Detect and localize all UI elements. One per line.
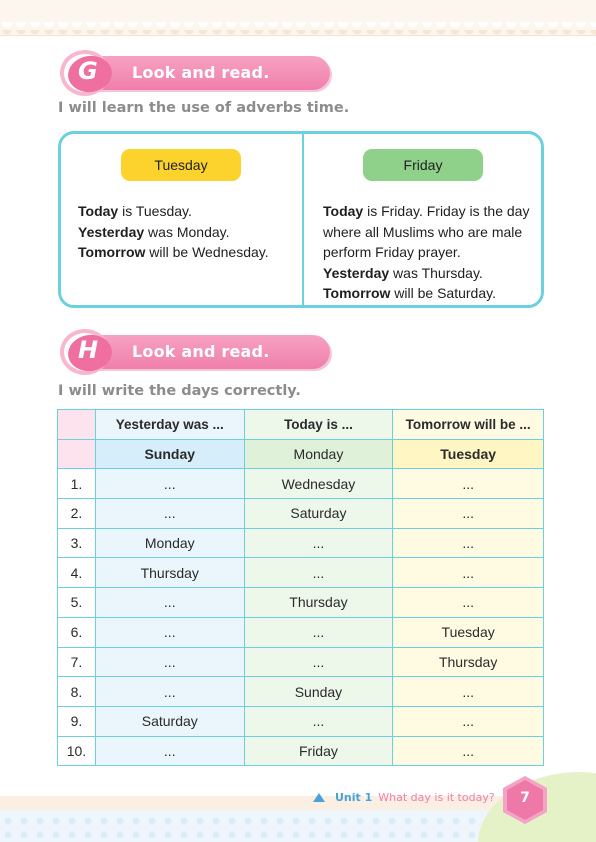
tomorrow-cell: ... [393, 499, 544, 529]
today-cell: Thursday [244, 588, 393, 618]
tomorrow-cell: ... [393, 558, 544, 588]
tomorrow-cell: Tuesday [393, 617, 544, 647]
table-row [58, 499, 544, 529]
table-row [58, 706, 544, 736]
tomorrow-cell: ... [393, 469, 544, 499]
section-g-header [60, 54, 332, 94]
example-row [58, 439, 544, 469]
sentence-line: Today is Tuesday. [78, 203, 192, 219]
sentence-line: Yesterday was Thursday. [323, 264, 483, 281]
tomorrow-cell: ... [393, 677, 544, 707]
section-title: Look and read. [132, 342, 270, 361]
today-cell: ... [244, 706, 393, 736]
today-cell: ... [244, 558, 393, 588]
section-letter: G [78, 57, 98, 85]
adverbs-example-box [58, 131, 544, 308]
example-yesterday: Sunday [95, 439, 244, 469]
footer [313, 791, 495, 804]
friday-sentences [323, 201, 543, 304]
today-cell: Saturday [244, 499, 393, 529]
scallop-border [0, 30, 596, 38]
table-row [58, 588, 544, 618]
table-row [58, 528, 544, 558]
page-number: 7 [520, 790, 530, 806]
box-divider [302, 134, 304, 305]
yesterday-cell: ... [95, 499, 244, 529]
tomorrow-cell: ... [393, 706, 544, 736]
triangle-icon [313, 793, 325, 802]
yesterday-cell: ... [95, 588, 244, 618]
sentence-line: Today is Friday. Friday is the day [323, 203, 530, 219]
sentence-line: perform Friday prayer. [323, 244, 461, 260]
footer-topic: What day is it today? [378, 791, 495, 804]
row-number: 10. [58, 736, 96, 766]
friday-label: Friday [363, 149, 483, 181]
today-cell: Friday [244, 736, 393, 766]
yesterday-cell: ... [95, 617, 244, 647]
sentence-line: Yesterday was Monday. [78, 223, 230, 240]
yesterday-cell: ... [95, 736, 244, 766]
header-today: Today is ... [244, 410, 393, 440]
header-yesterday: Yesterday was ... [95, 410, 244, 440]
today-cell: ... [244, 647, 393, 677]
table-row [58, 558, 544, 588]
tomorrow-cell: Thursday [393, 647, 544, 677]
header-tomorrow: Tomorrow will be ... [393, 410, 544, 440]
today-cell: Sunday [244, 677, 393, 707]
section-h-header [60, 333, 332, 373]
days-table [57, 409, 544, 766]
tuesday-label: Tuesday [121, 149, 241, 181]
row-number: 4. [58, 558, 96, 588]
yesterday-cell: Thursday [95, 558, 244, 588]
example-tomorrow: Tuesday [393, 439, 544, 469]
section-title: Look and read. [132, 63, 270, 82]
example-num-cell [58, 439, 96, 469]
table-row [58, 617, 544, 647]
table-row [58, 736, 544, 766]
sentence-line: Tomorrow will be Wednesday. [78, 244, 269, 260]
row-number: 9. [58, 706, 96, 736]
table-row [58, 647, 544, 677]
table-row [58, 677, 544, 707]
row-number: 6. [58, 617, 96, 647]
row-number: 2. [58, 499, 96, 529]
section-letter: H [78, 336, 99, 364]
tomorrow-cell: ... [393, 528, 544, 558]
table-header-row [58, 410, 544, 440]
example-today: Monday [244, 439, 393, 469]
section-g-instruction: I will learn the use of adverbs time. [58, 100, 350, 116]
tomorrow-cell: ... [393, 588, 544, 618]
top-decorative-band [0, 0, 596, 36]
table-row [58, 469, 544, 499]
today-cell: ... [244, 528, 393, 558]
row-number: 7. [58, 647, 96, 677]
today-cell: ... [244, 617, 393, 647]
tuesday-sentences [78, 201, 288, 263]
yesterday-cell: Saturday [95, 706, 244, 736]
footer-unit: Unit 1 [335, 791, 373, 804]
section-h-instruction: I will write the days correctly. [58, 383, 301, 399]
sentence-line: where all Muslims who are male [323, 223, 523, 240]
row-number: 1. [58, 469, 96, 499]
row-number: 3. [58, 528, 96, 558]
today-cell: Wednesday [244, 469, 393, 499]
yesterday-cell: ... [95, 677, 244, 707]
yesterday-cell: ... [95, 469, 244, 499]
tomorrow-cell: ... [393, 736, 544, 766]
sentence-line: Tomorrow will be Saturday. [323, 285, 496, 301]
row-number: 8. [58, 677, 96, 707]
yesterday-cell: Monday [95, 528, 244, 558]
corner-cell [58, 410, 96, 440]
row-number: 5. [58, 588, 96, 618]
yesterday-cell: ... [95, 647, 244, 677]
